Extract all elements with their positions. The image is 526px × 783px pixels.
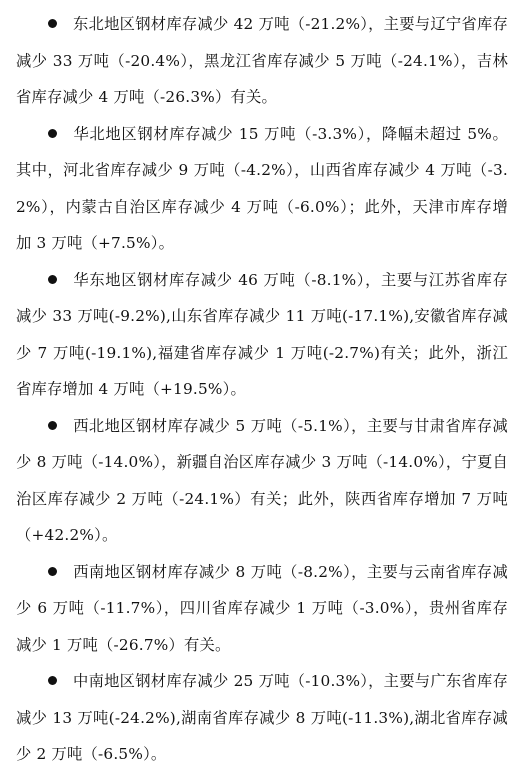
bullet-icon [48,676,57,685]
paragraph-north [16,116,508,262]
paragraph-text: 东北地区钢材库存减少 42 万吨（-21.2%），主要与辽宁省库存减少 33 万吨（-20.4%），黑龙江省库存减少 5 万吨（-24.1%），吉林省库存减少 4 万吨（-26.3%）有关。 [16,15,508,106]
paragraph-southwest [16,554,508,664]
paragraph-northeast [16,6,508,116]
bullet-icon [48,421,57,430]
paragraph-central-south [16,663,508,773]
paragraph-text: 华东地区钢材库存减少 46 万吨（-8.1%），主要与江苏省库存减少 33 万吨(-9.2%),山东省库存减少 11 万吨(-17.1%),安徽省库存减少 7 万吨(-19.1%),福建省库存减少 1 万吨(-2.7%)有关；此外，浙江省库存增加 4 万吨（+19.5%）。 [16,270,508,398]
paragraph-text: 中南地区钢材库存减少 25 万吨（-10.3%），主要与广东省库存减少 13 万吨(-24.2%),湖南省库存减少 8 万吨(-11.3%),湖北省库存减少 2 万吨（-6.5%）。 [16,672,508,763]
document-body [16,6,508,773]
paragraph-text: 华北地区钢材库存减少 15 万吨（-3.3%），降幅未超过 5%。其中，河北省库存减少 9 万吨（-4.2%），山西省库存减少 4 万吨（-3.2%），内蒙古自治区库存减少 4 万吨（-6.0%）；此外，天津市库存增加 3 万吨（+7.5%）。 [16,124,508,252]
paragraph-text: 西南地区钢材库存减少 8 万吨（-8.2%），主要与云南省库存减少 6 万吨（-11.7%），四川省库存减少 1 万吨（-3.0%），贵州省库存减少 1 万吨（-26.7%）有关。 [16,562,508,654]
paragraph-east [16,262,508,408]
bullet-icon [48,567,57,576]
bullet-icon [48,275,57,284]
bullet-icon [48,19,57,28]
paragraph-text: 西北地区钢材库存减少 5 万吨（-5.1%），主要与甘肃省库存减少 8 万吨（-14.0%），新疆自治区库存减少 3 万吨（-14.0%），宁夏自治区库存减少 2 万吨（-24.1%）有关；此外，陕西省库存增加 7 万吨（+42.2%）。 [16,416,508,544]
paragraph-northwest [16,408,508,554]
bullet-icon [48,129,57,138]
